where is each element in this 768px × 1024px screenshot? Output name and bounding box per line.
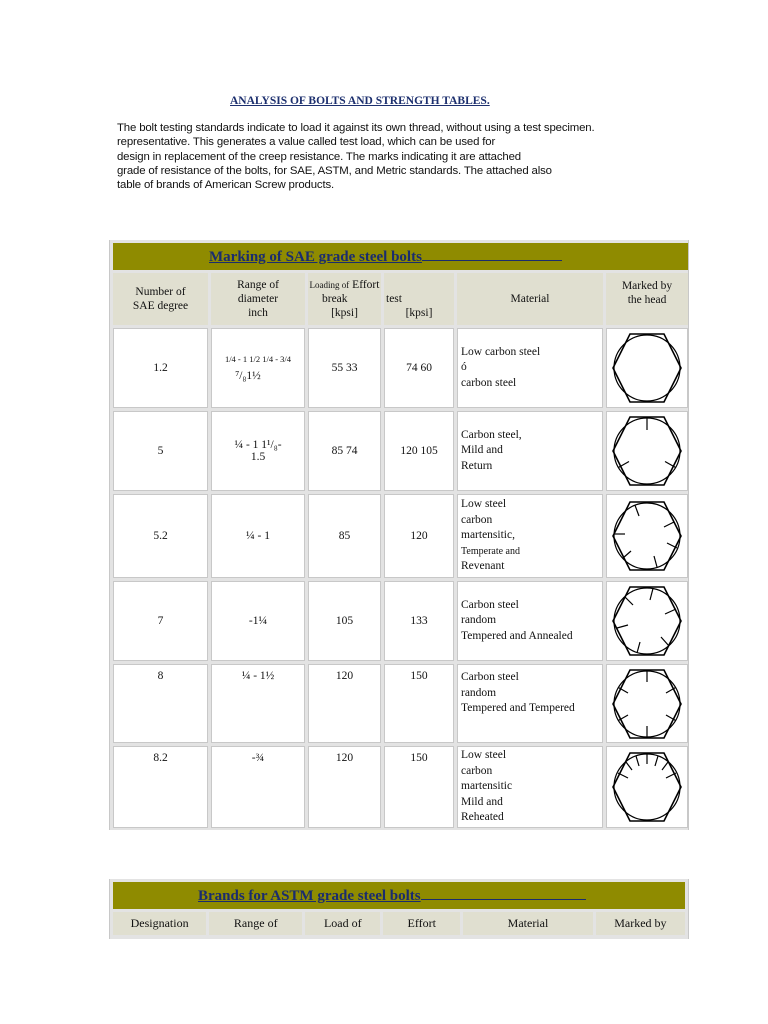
load-cell: 85 74: [308, 411, 381, 491]
intro-paragraph: [117, 121, 637, 192]
material-cell: [457, 746, 603, 828]
material-text: Revenant: [461, 560, 505, 573]
astm-table-title-bar: [113, 882, 685, 909]
table-row: [113, 494, 688, 578]
head-marking-cell: [606, 746, 688, 828]
bolt-head-grade-1-2-icon: [609, 330, 685, 406]
header-effort: [384, 273, 454, 325]
material-text: Low steel: [461, 749, 507, 762]
range-text: 1/4 - 1 1/2 1/4 - 3/4: [224, 354, 292, 364]
header-text: inch: [248, 307, 268, 319]
material-text: random: [461, 614, 497, 627]
material-cell: [457, 494, 603, 578]
table-row: [113, 664, 688, 743]
head-marking-cell: [606, 411, 688, 491]
astm-grade-table: [109, 879, 689, 939]
load-cell: 120: [308, 664, 381, 743]
bolt-head-grade-5-2-icon: [609, 498, 685, 574]
header-text: the head: [627, 294, 667, 306]
material-cell: [457, 328, 603, 408]
material-cell: [457, 581, 603, 661]
head-marking-cell: [606, 494, 688, 578]
page-title: ANALYSIS OF BOLTS AND STRENGTH TABLES.: [230, 95, 490, 107]
sae-table-title: Marking of SAE grade steel bolts: [209, 249, 422, 265]
header-text: Effort: [352, 279, 380, 291]
header-text: Number of: [135, 286, 186, 298]
table-row: [113, 746, 688, 828]
intro-line: The bolt testing standards indicate to load it against its own thread, without using a test specimen.: [117, 122, 595, 134]
table-row: [113, 581, 688, 661]
material-text: martensitic: [461, 780, 513, 793]
material-text: carbon steel: [461, 376, 517, 389]
bolt-head-grade-7-icon: [609, 583, 685, 659]
grade-cell: 5: [113, 411, 208, 491]
range-text: ⁷/₈1½: [235, 370, 261, 382]
material-text: carbon: [461, 764, 493, 777]
header-marked: Marked by: [596, 912, 685, 935]
header-text: [kpsi]: [405, 307, 433, 319]
astm-table-title: Brands for ASTM grade steel bolts: [198, 888, 421, 904]
material-text: Reheated: [461, 811, 504, 824]
material-cell: [457, 664, 603, 743]
range-cell: [211, 328, 305, 408]
range-cell: ¼ - 1½: [211, 664, 305, 743]
material-text: Carbon steel: [461, 598, 519, 611]
material-text: Tempered and Annealed: [461, 629, 573, 642]
range-text: ¼ - 1 1¹/₈-: [234, 439, 282, 451]
header-material: Material: [463, 912, 593, 935]
header-material: Material: [457, 273, 603, 325]
header-sae-degree: [113, 273, 208, 325]
material-text: Temperate and: [461, 545, 520, 557]
head-marking-cell: [606, 581, 688, 661]
material-text: Carbon steel,: [461, 428, 522, 441]
grade-cell: 5.2: [113, 494, 208, 578]
effort-cell: 150: [384, 746, 454, 828]
header-range: [211, 273, 305, 325]
grade-cell: 1.2: [113, 328, 208, 408]
material-text: Carbon steel: [461, 671, 519, 683]
header-text: break: [322, 293, 348, 305]
material-text: random: [461, 686, 497, 699]
load-cell: 85: [308, 494, 381, 578]
header-effort: Effort: [383, 912, 460, 935]
effort-cell: 133: [384, 581, 454, 661]
grade-cell: 8: [113, 664, 208, 743]
range-cell: -1¼: [211, 581, 305, 661]
head-marking-cell: [606, 664, 688, 743]
material-text: Low carbon steel: [461, 345, 541, 358]
effort-cell: 120 105: [384, 411, 454, 491]
bolt-head-grade-8-icon: [609, 666, 685, 742]
material-text: Tempered and Tempered: [461, 702, 575, 714]
header-text: Marked by: [621, 280, 673, 292]
material-cell: [457, 411, 603, 491]
intro-line: grade of resistance of the bolts, for SAE, ASTM, and Metric standards. The attached also: [117, 164, 552, 177]
material-text: Return: [461, 459, 493, 472]
range-text: 1.5: [250, 451, 266, 463]
header-text: Loading of: [309, 280, 350, 290]
effort-cell: 120: [384, 494, 454, 578]
load-cell: 55 33: [308, 328, 381, 408]
bolt-head-grade-5-icon: [609, 413, 685, 489]
header-marked: [606, 273, 688, 325]
header-text: diameter: [237, 293, 279, 305]
header-text: test: [386, 293, 402, 305]
header-loading: [308, 273, 381, 325]
intro-line: representative. This generates a value called test load, which can be used for: [117, 136, 496, 149]
material-text: carbon: [461, 513, 493, 526]
range-cell: [211, 411, 305, 491]
sae-table-title-bar: [113, 243, 688, 270]
sae-grade-table: [109, 240, 689, 830]
table-row: [113, 328, 688, 408]
intro-line: table of brands of American Screw products.: [117, 179, 335, 192]
material-text: Mild and: [461, 795, 503, 808]
range-cell: -¾: [211, 746, 305, 828]
header-text: [kpsi]: [331, 307, 358, 319]
load-cell: 105: [308, 581, 381, 661]
header-range: Range of: [209, 912, 302, 935]
bolt-head-grade-8-2-icon: [609, 749, 685, 825]
header-text: SAE degree: [132, 300, 189, 312]
material-text: Low steel: [461, 498, 507, 511]
intro-line: design in replacement of the creep resistance. The marks indicating it are attached: [117, 150, 521, 163]
effort-cell: 74 60: [384, 328, 454, 408]
header-load: Load of: [305, 912, 380, 935]
load-cell: 120: [308, 746, 381, 828]
header-text: Range of: [237, 279, 279, 291]
material-text: ó: [461, 361, 467, 374]
head-marking-cell: [606, 328, 688, 408]
header-designation: Designation: [113, 912, 206, 935]
table-row: [113, 411, 688, 491]
effort-cell: 150: [384, 664, 454, 743]
material-text: martensitic,: [461, 529, 515, 542]
grade-cell: 7: [113, 581, 208, 661]
material-text: Mild and: [461, 444, 503, 457]
grade-cell: 8.2: [113, 746, 208, 828]
range-cell: ¼ - 1: [211, 494, 305, 578]
